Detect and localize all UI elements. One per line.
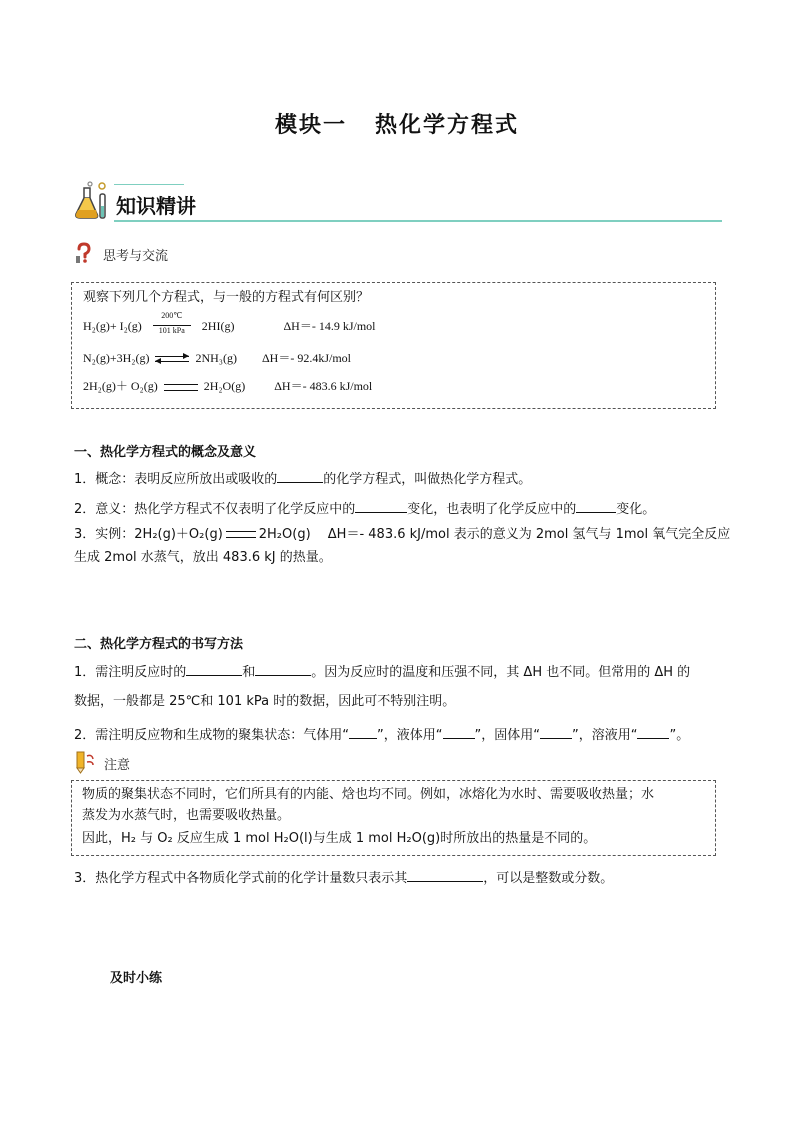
eq2-right: 2NH₃(g) <box>195 351 237 365</box>
part1-item1 <box>74 469 531 490</box>
part1-item2 <box>74 499 655 520</box>
fill-blank[interactable] <box>255 662 311 676</box>
pencil-note-icon <box>74 750 96 774</box>
heading-underline <box>114 220 722 222</box>
section-heading-label: 知识精讲 <box>116 194 196 218</box>
fill-blank[interactable] <box>277 469 323 483</box>
part2-item1-text: 1．需注明反应时的 <box>74 665 187 680</box>
fill-blank[interactable] <box>443 725 475 739</box>
part2-item2-text: 2．需注明反应物和生成物的聚集状态：气体用“ <box>74 728 350 743</box>
part1-item2-text: 2．意义：热化学方程式不仅表明了化学反应中的 <box>74 502 356 517</box>
part2-item3-text: 3．热化学方程式中各物质化学式前的化学计量数只表示其 <box>74 871 408 886</box>
part2-item1-text: 和 <box>242 665 256 680</box>
fill-blank[interactable] <box>186 662 242 676</box>
eq1-cond-top: 200℃ <box>161 311 183 321</box>
eq3-right: 2H₂O(g) <box>203 379 246 393</box>
question-mark-icon <box>74 242 94 264</box>
part2-item2-text: ”，液体用“ <box>377 728 443 743</box>
part2-item2 <box>74 725 689 746</box>
part1-item3-cont: 生成 2mol 水蒸气，放出 483.6 kJ 的热量。 <box>74 550 332 565</box>
eq2-dh: ΔH＝- 92.4kJ/mol <box>261 351 352 365</box>
equals-sign-icon <box>226 531 256 538</box>
equals-sign-icon <box>164 384 198 391</box>
part2-item3 <box>74 868 613 889</box>
equation-row <box>83 377 372 394</box>
eq2-left: N₂(g)+3H₂(g) <box>83 351 150 365</box>
heading-accent-line <box>114 184 184 185</box>
part2-item2-text: ”，溶液用“ <box>571 728 638 743</box>
eq3-left: 2H₂(g)＋ O₂(g) <box>83 379 158 393</box>
equation-row <box>83 311 376 337</box>
reversible-arrow-icon <box>155 354 189 364</box>
equation-row <box>83 349 351 366</box>
section-heading <box>70 180 722 224</box>
title-module: 模块一 <box>274 113 347 138</box>
eq1-right: 2HI(g) <box>201 319 235 333</box>
part1-item2-text: 变化，也表明了化学反应中的 <box>407 502 577 517</box>
think-question: 观察下列几个方程式，与一般的方程式有何区别？ <box>83 290 370 305</box>
note-line: 物质的聚集状态不同时，它们所具有的内能、焓也均不同。例如，冰熔化为水时、需要吸收热量；水 <box>82 787 655 802</box>
think-label: 思考与交流 <box>103 249 169 264</box>
note-line: 因此，H₂ 与 O₂ 反应生成 1 mol H₂O(l)与生成 1 mol H₂O(g)时所放出的热量是不同的。 <box>82 831 597 846</box>
part1-item3-text: 3．实例：2H₂(g)＋O₂(g) <box>74 527 223 542</box>
part1-item3-text: 2H₂O(g) ΔH＝- 483.6 kJ/mol 表示的意义为 2mol 氢气与 1mol 氧气完全反应 <box>258 527 731 542</box>
fill-blank[interactable] <box>637 725 669 739</box>
lab-flask-icon <box>70 180 114 224</box>
part1-item1-text: 的化学方程式，叫做热化学方程式。 <box>323 472 532 487</box>
note-label: 注意 <box>104 758 131 773</box>
practice-label: 及时小练 <box>110 971 163 986</box>
fill-blank[interactable] <box>407 868 483 882</box>
part2-item2-text: ”，固体用“ <box>474 728 540 743</box>
fill-blank[interactable] <box>349 725 377 739</box>
eq1-left: H₂(g)+ I₂(g) <box>83 319 142 333</box>
part2-heading: 二、热化学方程式的书写方法 <box>74 637 244 652</box>
fill-blank[interactable] <box>540 725 572 739</box>
note-line: 蒸发为水蒸气时，也需要吸收热量。 <box>82 808 291 823</box>
eq1-cond-bottom: 101 kPa <box>158 326 185 336</box>
part1-item3 <box>74 525 730 545</box>
page-title <box>0 108 794 139</box>
part2-item3-text: ，可以是整数或分数。 <box>483 871 614 886</box>
fill-blank[interactable] <box>355 499 407 513</box>
part2-item1-text: 。因为反应时的温度和压强不同，其 ΔH 也不同。但常用的 ΔH 的 <box>311 665 691 680</box>
part2-item1-cont: 数据，一般都是 25℃和 101 kPa 时的数据，因此可不特别注明。 <box>74 694 456 709</box>
part1-heading: 一、热化学方程式的概念及意义 <box>74 445 257 460</box>
title-topic: 热化学方程式 <box>375 113 520 138</box>
note-box <box>71 780 716 856</box>
eq3-dh: ΔH＝- 483.6 kJ/mol <box>274 379 373 393</box>
part1-item2-text: 变化。 <box>616 502 656 517</box>
part2-item2-text: ”。 <box>669 728 690 743</box>
part2-item1 <box>74 662 690 683</box>
reaction-condition-arrow <box>151 311 193 337</box>
part1-item1-text: 1．概念：表明反应所放出或吸收的 <box>74 472 278 487</box>
eq1-dh: ΔH＝- 14.9 kJ/mol <box>283 319 376 333</box>
fill-blank[interactable] <box>576 499 616 513</box>
think-box <box>71 282 716 409</box>
